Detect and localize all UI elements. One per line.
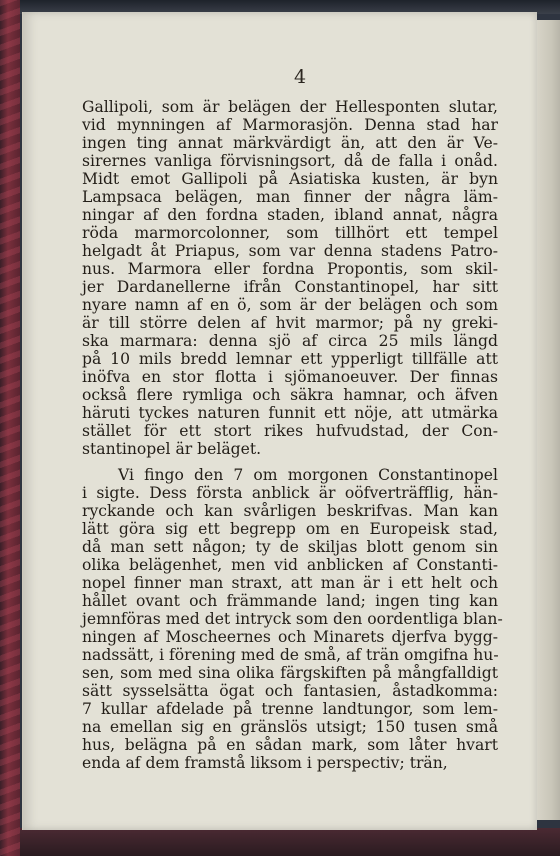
page-number: 4 bbox=[293, 66, 307, 88]
text-line: ryckande och kan svårligen beskrifvas. Man kan bbox=[82, 502, 498, 520]
paragraph bbox=[82, 466, 503, 772]
book-binding-edge bbox=[0, 0, 20, 856]
text-line: sirernes vanliga förvisningsort, då de falla i onåd. bbox=[82, 152, 498, 170]
text-line: na emellan sig en gränslös utsigt; 150 tusen små bbox=[82, 718, 498, 736]
text-line: ningen af Moscheernes och Minarets djerfva bygg- bbox=[82, 628, 498, 646]
text-line: jer Dardanellerne ifrån Constantinopel, har sitt bbox=[82, 278, 498, 296]
text-line: Gallipoli, som är belägen der Hellesponten slutar, bbox=[82, 98, 498, 116]
text-line: inöfva en stor flotta i sjömanoeuver. Der finnas bbox=[82, 368, 498, 386]
text-line: på 10 mils bredd lemnar ett ypperligt tillfälle att bbox=[82, 350, 498, 368]
text-line: vid mynningen af Marmorasjön. Denna stad har bbox=[82, 116, 498, 134]
text-line: nopel finner man straxt, att man är i ett helt och bbox=[82, 574, 498, 592]
page-stack-edge bbox=[536, 20, 560, 820]
text-line: i sigte. Dess första anblick är oöfverträfflig, hän- bbox=[82, 484, 498, 502]
text-line: ningar af den fordna staden, ibland annat, några bbox=[82, 206, 498, 224]
text-line: sätt sysselsätta ögat och fantasien, åstadkomma: bbox=[82, 682, 498, 700]
text-line: enda af dem framstå liksom i perspectiv; trän, bbox=[82, 754, 448, 772]
text-line: Vi fingo den 7 om morgonen Constantinopel bbox=[118, 466, 498, 484]
paragraph bbox=[82, 98, 498, 458]
paragraph-gap bbox=[82, 458, 498, 466]
text-line: helgadt åt Priapus, som var denna stadens Patro- bbox=[82, 242, 498, 260]
text-line: Midt emot Gallipoli på Asiatiska kusten, är byn bbox=[82, 170, 498, 188]
text-line: sen, som med sina olika färgskiften på mångfalldigt bbox=[82, 664, 498, 682]
text-line: häruti tyckes naturen funnit ett nöje, att utmärka bbox=[82, 404, 498, 422]
text-line: nyare namn af en ö, som är der belägen och som bbox=[82, 296, 498, 314]
text-line: nus. Marmora eller fordna Propontis, som skil- bbox=[82, 260, 498, 278]
text-line: lätt göra sig ett begrepp om en Europeisk stad, bbox=[82, 520, 498, 538]
text-line: hus, belägna på en sådan mark, som låter hvart bbox=[82, 736, 498, 754]
text-line: är till större delen af hvit marmor; på ny greki- bbox=[82, 314, 498, 332]
text-line: stället för ett stort rikes hufvudstad, der Con- bbox=[82, 422, 498, 440]
text-line: då man sett någon; ty de skiljas blott genom sin bbox=[82, 538, 498, 556]
text-line: röda marmorcolonner, som tillhört ett tempel bbox=[82, 224, 498, 242]
page-body-text bbox=[82, 98, 503, 772]
text-line: också flere rymliga och säkra hamnar, och äfven bbox=[82, 386, 498, 404]
text-line: olika belägenhet, men vid anblicken af Constanti- bbox=[82, 556, 498, 574]
text-line: nadssätt, i förening med de små, af trän omgifna hu- bbox=[82, 646, 499, 664]
text-line: 7 kullar afdelade på trenne landtungor, som lem- bbox=[82, 700, 498, 718]
text-line: ingen ting annat märkvärdigt än, att den är Ve- bbox=[82, 134, 498, 152]
book-bottom-edge bbox=[20, 828, 560, 856]
text-line: Lampsaca belägen, man finner der några läm- bbox=[82, 188, 498, 206]
text-line: jemnföras med det intryck som den oordentliga blan- bbox=[82, 610, 503, 628]
text-line: hållet ovant och främmande land; ingen ting kan bbox=[82, 592, 498, 610]
text-line: ska marmara: denna sjö af circa 25 mils längd bbox=[82, 332, 498, 350]
text-line: stantinopel är beläget. bbox=[82, 440, 262, 458]
